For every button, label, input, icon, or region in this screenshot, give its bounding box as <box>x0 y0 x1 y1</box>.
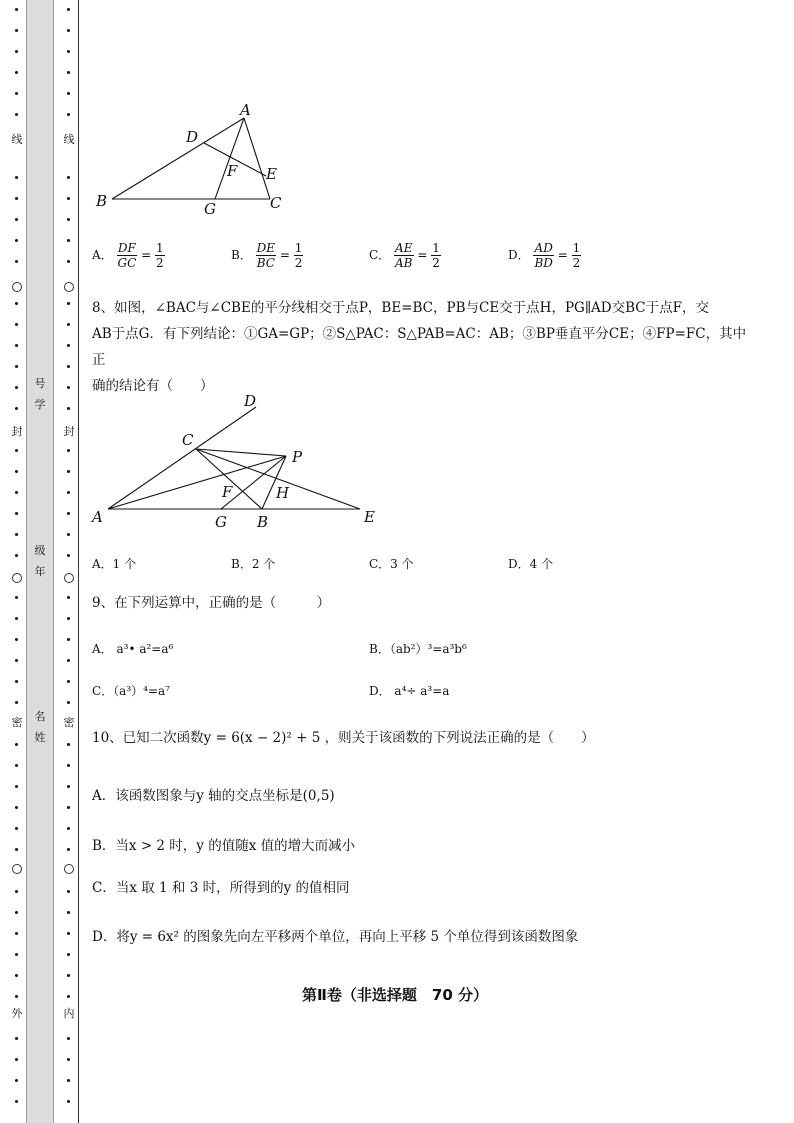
question-10-stem: 10、已知二次函数y = 6(x − 2)² + 5 ，则关于该函数的下列说法正确的是（ ） <box>92 730 595 746</box>
point-label: C <box>270 194 282 212</box>
margin-dot <box>15 638 18 641</box>
fraction-left: $\frac{DE}{BC}$ <box>256 241 276 270</box>
margin-dot <box>67 596 70 599</box>
point-label: H <box>276 484 290 502</box>
equals-sign: = <box>279 248 290 262</box>
triangle-figure-2 <box>90 388 390 532</box>
point-label: G <box>204 200 216 218</box>
margin-circle <box>12 282 22 292</box>
margin-dot <box>15 848 18 851</box>
margin-dot <box>67 806 70 809</box>
section-title: 第Ⅱ卷（非选择题 70 分） <box>302 986 488 1004</box>
margin-dot <box>67 92 70 95</box>
margin-dot <box>67 533 70 536</box>
margin-dot <box>67 239 70 242</box>
margin-dot <box>15 29 18 32</box>
margin-dot <box>67 617 70 620</box>
point-label: B <box>257 513 269 531</box>
margin-dot <box>15 491 18 494</box>
margin-dot <box>67 29 70 32</box>
margin-dot <box>15 533 18 536</box>
margin-dot <box>67 1100 70 1103</box>
question-8-stem <box>92 295 752 399</box>
margin-dot <box>15 659 18 662</box>
equals-sign: = <box>141 248 152 262</box>
margin-dot <box>67 50 70 53</box>
ray-ad <box>108 407 256 509</box>
margin-dot <box>67 785 70 788</box>
margin-dot <box>67 680 70 683</box>
point-label: A <box>240 101 251 119</box>
point-label: E <box>364 508 375 526</box>
margin-dot <box>15 470 18 473</box>
point-label: P <box>292 448 303 466</box>
margin-dot <box>67 113 70 116</box>
margin-dot <box>15 449 18 452</box>
margin-char: 封 <box>11 425 23 438</box>
margin-char: 外 <box>11 1007 23 1020</box>
margin-dot <box>67 8 70 11</box>
margin-dot <box>15 701 18 704</box>
margin-char: 封 <box>63 425 75 438</box>
margin-circle <box>12 573 22 583</box>
option-d[interactable]: D． a⁴÷ a³=a <box>369 684 450 698</box>
equals-sign: = <box>557 248 568 262</box>
margin-dot <box>67 302 70 305</box>
margin-dot <box>15 974 18 977</box>
margin-dot <box>67 701 70 704</box>
margin-char: 线 <box>11 133 23 146</box>
margin-dot <box>15 512 18 515</box>
margin-dot <box>15 239 18 242</box>
margin-dot <box>15 113 18 116</box>
margin-dot <box>15 302 18 305</box>
class-label: 级 <box>34 544 46 557</box>
margin-dot <box>67 323 70 326</box>
margin-circle <box>64 282 74 292</box>
margin-dot <box>67 974 70 977</box>
margin-dot <box>67 554 70 557</box>
margin-circle <box>64 864 74 874</box>
margin-dot <box>15 71 18 74</box>
margin-dot <box>67 827 70 830</box>
margin-dot <box>67 386 70 389</box>
margin-dot <box>67 1037 70 1040</box>
margin-dot <box>67 449 70 452</box>
margin-dot <box>15 827 18 830</box>
name-label: 姓 <box>34 731 46 744</box>
margin-dot <box>67 932 70 935</box>
margin-dot <box>67 218 70 221</box>
student-id-label: 学 <box>34 398 46 411</box>
margin-dot <box>15 1100 18 1103</box>
question-text: 8、如图，∠BAC与∠CBE的平分线相交于点P，BE=BC，PB与CE交于点H，PG∥AD交BC于点F，交 <box>92 300 709 316</box>
point-label: D <box>186 128 199 146</box>
margin-dot <box>15 344 18 347</box>
margin-dot <box>15 218 18 221</box>
student-id-label: 号 <box>34 377 46 390</box>
option-letter: B． <box>231 248 252 262</box>
margin-char: 密 <box>11 716 23 729</box>
margin-dot <box>67 764 70 767</box>
margin-dot <box>15 932 18 935</box>
margin-dot <box>67 512 70 515</box>
margin-dot <box>15 890 18 893</box>
option-c[interactable] <box>369 241 441 270</box>
margin-dot <box>15 92 18 95</box>
margin-dot <box>15 407 18 410</box>
segment-ab <box>112 118 244 199</box>
option-a[interactable]: A． a³• a²=a⁶ <box>92 642 174 656</box>
margin-dot <box>67 995 70 998</box>
point-label: B <box>96 192 108 210</box>
margin-dot <box>67 71 70 74</box>
margin-dot <box>15 596 18 599</box>
option-c[interactable]: C．3 个 <box>369 557 414 571</box>
equals-sign: = <box>417 248 428 262</box>
name-label: 名 <box>34 710 46 723</box>
point-label: C <box>182 431 194 449</box>
option-c[interactable]: C．当x 取 1 和 3 时，所得到的y 的值相同 <box>92 880 350 896</box>
option-b[interactable] <box>231 241 303 270</box>
segment-cp <box>196 449 286 456</box>
margin-dot <box>67 1058 70 1061</box>
margin-dot <box>67 197 70 200</box>
margin-dot <box>67 407 70 410</box>
option-d[interactable] <box>508 241 581 270</box>
margin-dot <box>67 260 70 263</box>
segment-ag <box>215 118 244 199</box>
margin-dot <box>15 1079 18 1082</box>
triangle-figure-1 <box>90 96 300 220</box>
option-a[interactable] <box>92 241 165 270</box>
inner-dot-column <box>64 0 74 1123</box>
margin-dot <box>67 953 70 956</box>
margin-circle <box>12 864 22 874</box>
margin-dot <box>15 617 18 620</box>
option-a[interactable]: A．该函数图象与y 轴的交点坐标是(0,5) <box>92 788 335 804</box>
segment-ap <box>108 456 286 509</box>
margin-dot <box>15 1058 18 1061</box>
class-label: 年 <box>34 565 46 578</box>
option-d[interactable]: D．4 个 <box>508 557 554 571</box>
option-c[interactable]: C．（a³）⁴=a⁷ <box>92 684 170 698</box>
point-label: G <box>215 513 227 531</box>
margin-dot <box>15 323 18 326</box>
binding-margin-band <box>26 0 54 1123</box>
option-letter: D． <box>508 248 530 262</box>
margin-dot <box>15 785 18 788</box>
margin-dot <box>15 953 18 956</box>
question-text: AB于点G．有下列结论：①GA=GP；②S△PAC：S△PAB=AC：AB；③BP垂直平分CE；④FP=FC，其中正 <box>92 326 747 368</box>
margin-dot <box>15 554 18 557</box>
point-label: F <box>222 483 233 501</box>
margin-dot <box>67 344 70 347</box>
outer-dot-column <box>12 0 22 1123</box>
point-label: E <box>266 165 277 183</box>
option-a[interactable]: A．1 个 <box>92 557 137 571</box>
option-b[interactable]: B．（ab²）³=a³b⁶ <box>369 642 467 656</box>
margin-circle <box>64 573 74 583</box>
margin-dot <box>67 659 70 662</box>
fraction-right: $\frac{1}{2}$ <box>156 241 164 270</box>
margin-dot <box>15 680 18 683</box>
margin-dot <box>15 806 18 809</box>
margin-dot <box>15 50 18 53</box>
margin-dot <box>67 848 70 851</box>
margin-dot <box>15 911 18 914</box>
option-letter: C． <box>369 248 391 262</box>
margin-dot <box>15 1037 18 1040</box>
point-label: F <box>227 162 238 180</box>
option-letter: A． <box>92 248 113 262</box>
point-label: A <box>92 508 103 526</box>
margin-dot <box>15 995 18 998</box>
margin-dot <box>67 470 70 473</box>
margin-dot <box>15 176 18 179</box>
option-d[interactable]: D．将y = 6x² 的图象先向左平移两个单位，再向上平移 5 个单位得到该函数图象 <box>92 929 579 945</box>
fraction-left: $\frac{AD}{BD}$ <box>534 241 553 270</box>
margin-dot <box>15 764 18 767</box>
margin-dot <box>67 638 70 641</box>
option-b[interactable]: B．2 个 <box>231 557 276 571</box>
margin-char: 密 <box>63 716 75 729</box>
margin-dot <box>15 197 18 200</box>
margin-dot <box>67 1079 70 1082</box>
margin-dot <box>67 890 70 893</box>
margin-dot <box>15 386 18 389</box>
margin-dot <box>67 743 70 746</box>
fraction-right: $\frac{1}{2}$ <box>432 241 440 270</box>
fraction-left: $\frac{DF}{GC}$ <box>117 241 137 270</box>
margin-char: 线 <box>63 133 75 146</box>
fraction-right: $\frac{1}{2}$ <box>572 241 581 270</box>
option-b[interactable]: B．当x > 2 时，y 的值随x 值的增大而减小 <box>92 838 356 854</box>
margin-char: 内 <box>63 1007 75 1020</box>
point-label: D <box>244 392 257 410</box>
binding-border-line <box>78 0 79 1123</box>
question-9-stem: 9、在下列运算中，正确的是（ ） <box>92 595 331 611</box>
margin-dot <box>67 365 70 368</box>
question-text: 确的结论有（ ） <box>92 378 214 394</box>
margin-dot <box>15 743 18 746</box>
fraction-right: $\frac{1}{2}$ <box>294 241 303 270</box>
margin-dot <box>15 365 18 368</box>
fraction-left: $\frac{AE}{AB}$ <box>395 241 413 270</box>
margin-dot <box>15 8 18 11</box>
margin-dot <box>67 176 70 179</box>
segment-ac <box>244 118 270 199</box>
margin-dot <box>15 260 18 263</box>
margin-dot <box>67 911 70 914</box>
margin-dot <box>67 491 70 494</box>
